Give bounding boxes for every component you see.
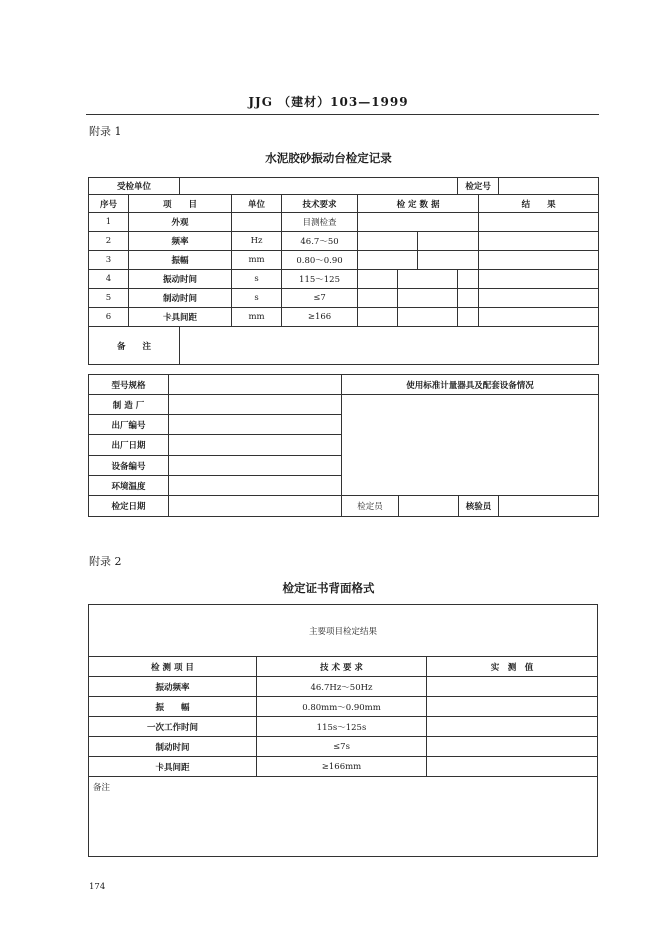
info-label: 制 造 厂 xyxy=(89,395,169,415)
row-item: 频率 xyxy=(129,232,232,251)
result-cell xyxy=(479,289,599,308)
info-value xyxy=(169,435,342,456)
cert-item: 制动时间 xyxy=(89,737,257,757)
unit-value xyxy=(180,178,458,195)
appendix1-label: 附录 1 xyxy=(89,125,122,138)
info-value xyxy=(169,476,342,496)
cert-value xyxy=(427,737,598,757)
checker-label: 核验员 xyxy=(459,496,499,517)
col-unit: 单位 xyxy=(232,195,282,213)
row-unit xyxy=(232,213,282,232)
date-value xyxy=(169,496,342,517)
row-seq: 3 xyxy=(89,251,129,270)
data-cell xyxy=(418,232,479,251)
row-unit: s xyxy=(232,289,282,308)
certificate-table xyxy=(88,604,598,857)
data-cell xyxy=(358,289,398,308)
appendix2-title: 检定证书背面格式 xyxy=(282,581,375,595)
cert-req: ≥166mm xyxy=(257,757,427,777)
cert-no-value xyxy=(499,178,599,195)
col-seq: 序号 xyxy=(89,195,129,213)
data-cell xyxy=(358,270,398,289)
cert-req: 46.7Hz～50Hz xyxy=(257,677,427,697)
info-value xyxy=(169,395,342,415)
col-check-item: 检 测 项 目 xyxy=(89,657,257,677)
data-cell xyxy=(458,289,479,308)
data-cell xyxy=(398,308,458,327)
cert-value xyxy=(427,697,598,717)
info-value xyxy=(169,375,342,395)
appendix2-label: 附录 2 xyxy=(89,555,122,568)
row-item: 外观 xyxy=(129,213,232,232)
data-cell xyxy=(358,251,418,270)
page-number: 174 xyxy=(89,882,106,892)
unit-label: 受检单位 xyxy=(89,178,180,195)
appendix1-title: 水泥胶砂振动台检定记录 xyxy=(265,151,392,165)
checker-value xyxy=(499,496,599,517)
row-unit: s xyxy=(232,270,282,289)
std-instruments-label: 使用标准计量器具及配套设备情况 xyxy=(342,375,599,395)
data-cell xyxy=(458,270,479,289)
row-req: ≤7 xyxy=(282,289,358,308)
cert-value xyxy=(427,677,598,697)
col-measured: 实 测 值 xyxy=(427,657,598,677)
row-item: 卡具间距 xyxy=(129,308,232,327)
data-cell xyxy=(418,251,479,270)
row-seq: 1 xyxy=(89,213,129,232)
info-value xyxy=(169,456,342,476)
info-value xyxy=(169,415,342,435)
cert-item: 振动频率 xyxy=(89,677,257,697)
box-title: 主要项目检定结果 xyxy=(89,605,598,657)
remarks-value xyxy=(180,327,599,365)
data-cell xyxy=(398,270,458,289)
cert-req: 115s～125s xyxy=(257,717,427,737)
cert-remarks: 备注 xyxy=(89,777,598,857)
result-cell xyxy=(479,308,599,327)
row-req: 0.80～0.90 xyxy=(282,251,358,270)
info-label: 出厂编号 xyxy=(89,415,169,435)
row-req: 目测检查 xyxy=(282,213,358,232)
cert-req: ≤7s xyxy=(257,737,427,757)
std-instruments-value xyxy=(342,395,599,496)
row-req: 46.7～50 xyxy=(282,232,358,251)
row-seq: 5 xyxy=(89,289,129,308)
col-tech-req: 技 术 要 求 xyxy=(257,657,427,677)
result-cell xyxy=(479,270,599,289)
row-seq: 4 xyxy=(89,270,129,289)
info-label: 出厂日期 xyxy=(89,435,169,456)
date-label: 检定日期 xyxy=(89,496,169,517)
row-seq: 2 xyxy=(89,232,129,251)
col-req: 技术要求 xyxy=(282,195,358,213)
row-item: 振幅 xyxy=(129,251,232,270)
cert-value xyxy=(427,757,598,777)
data-cell xyxy=(358,308,398,327)
row-item: 制动时间 xyxy=(129,289,232,308)
row-unit: Hz xyxy=(232,232,282,251)
row-seq: 6 xyxy=(89,308,129,327)
equipment-table xyxy=(88,374,599,517)
row-unit: mm xyxy=(232,308,282,327)
row-req: 115～125 xyxy=(282,270,358,289)
inspector-label: 检定员 xyxy=(342,496,399,517)
data-cell xyxy=(358,213,479,232)
info-label: 型号规格 xyxy=(89,375,169,395)
row-unit: mm xyxy=(232,251,282,270)
cert-req: 0.80mm～0.90mm xyxy=(257,697,427,717)
cert-value xyxy=(427,717,598,737)
standard-header: JJG （建材）103—1999 xyxy=(248,95,409,109)
record-table xyxy=(88,177,599,365)
row-req: ≥166 xyxy=(282,308,358,327)
result-cell xyxy=(479,251,599,270)
data-cell xyxy=(398,289,458,308)
cert-no-label: 检定号 xyxy=(458,178,499,195)
cert-item: 卡具间距 xyxy=(89,757,257,777)
remarks-label: 备 注 xyxy=(89,327,180,365)
col-result: 结 果 xyxy=(479,195,599,213)
info-label: 环境温度 xyxy=(89,476,169,496)
row-item: 振动时间 xyxy=(129,270,232,289)
info-label: 设备编号 xyxy=(89,456,169,476)
data-cell xyxy=(358,232,418,251)
header-rule xyxy=(86,114,599,115)
data-cell xyxy=(458,308,479,327)
inspector-value xyxy=(399,496,459,517)
cert-item: 振 幅 xyxy=(89,697,257,717)
result-cell xyxy=(479,213,599,232)
col-item: 项 目 xyxy=(129,195,232,213)
cert-item: 一次工作时间 xyxy=(89,717,257,737)
col-data: 检 定 数 据 xyxy=(358,195,479,213)
result-cell xyxy=(479,232,599,251)
